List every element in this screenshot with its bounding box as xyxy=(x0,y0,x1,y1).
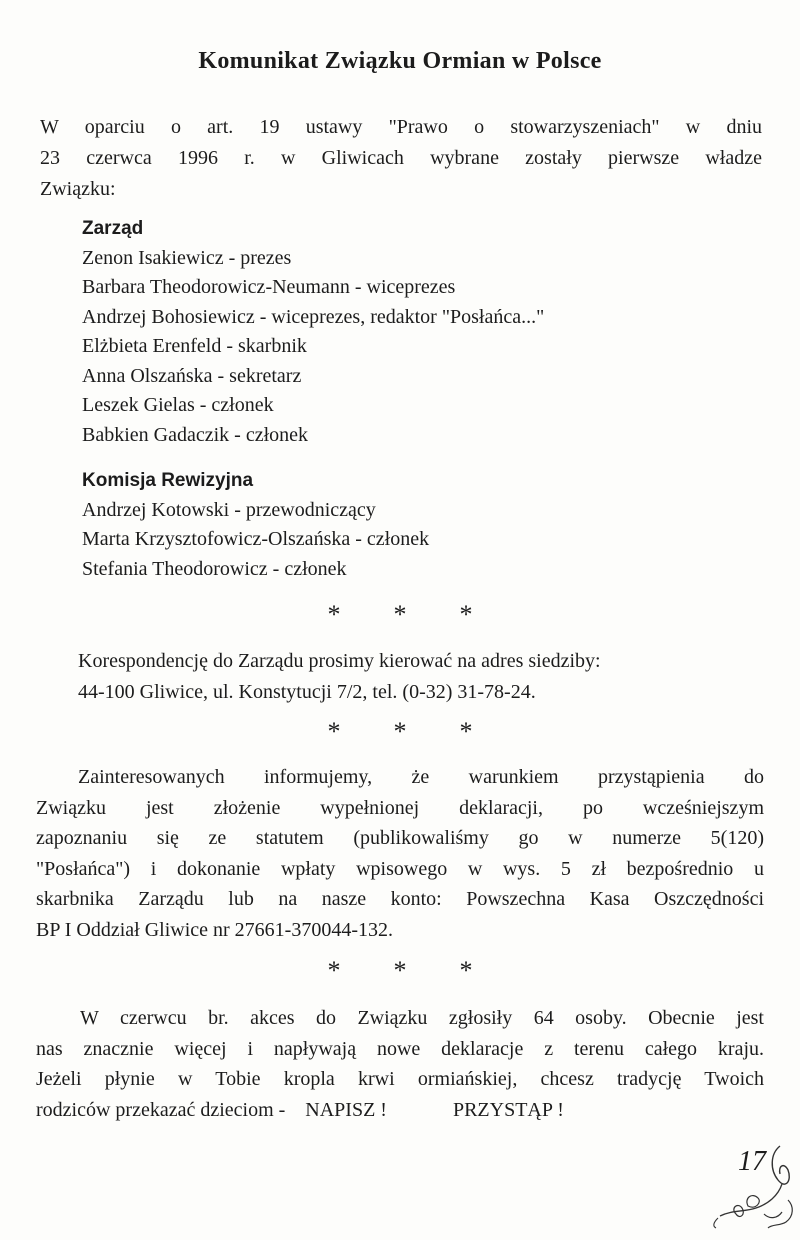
section-separator xyxy=(0,956,800,986)
section-separator xyxy=(0,717,800,747)
zarzad-member: Anna Olszańska - sekretarz xyxy=(82,364,302,387)
korespondencja-line: Korespondencję do Zarządu prosimy kierować na adres siedziby: xyxy=(78,650,601,672)
page-title: Komunikat Związku Ormian w Polsce xyxy=(198,48,602,74)
komisja-member: Andrzej Kotowski - przewodniczący xyxy=(82,498,376,521)
zarzad-member: Elżbieta Erenfeld - skarbnik xyxy=(82,335,307,357)
zarzad-member: Babkien Gadaczik - członek xyxy=(82,423,309,446)
page-number: 17 xyxy=(738,1146,766,1177)
deklaracja-line: zapoznaniu się ze statutem (publikowaliśmy go w numerze 5(120) xyxy=(36,827,764,849)
czerwiec-line: Jeżeli płynie w Tobie kropla krwi ormiańskiej, chcesz tradycję Twoich xyxy=(36,1068,764,1090)
czerwiec-line: W czerwcu br. akces do Związku zgłosiły 64 osoby. Obecnie jest xyxy=(80,1007,764,1029)
separator-star: * xyxy=(459,717,473,746)
komisja-member: Stefania Theodorowicz - członek xyxy=(82,557,347,580)
deklaracja-line: skarbnika Zarządu lub na nasze konto: Powszechna Kasa Oszczędności xyxy=(36,888,764,910)
section-separator xyxy=(0,600,800,630)
czerwiec-line: nas znacznie więcej i napływają nowe deklaracje z terenu całego kraju. xyxy=(36,1037,764,1060)
cta-przystap: PRZYSTĄP ! xyxy=(452,1098,564,1121)
intro-paragraph xyxy=(40,112,762,205)
cta-napisz: NAPISZ ! xyxy=(305,1098,387,1121)
deklaracja-line: Zainteresowanych informujemy, że warunkiem przystąpienia do xyxy=(78,766,764,788)
czerwiec-line-text: rodziców przekazać dzieciom - xyxy=(36,1098,286,1121)
separator-star: * xyxy=(393,956,407,985)
deklaracja-line: "Posłańca") i dokonanie wpłaty wpisowego w wys. 5 zł bezpośrednio u xyxy=(36,857,764,880)
zarzad-member: Leszek Gielas - członek xyxy=(82,394,274,416)
komisja-section xyxy=(82,466,429,584)
separator-star: * xyxy=(393,600,407,629)
zarzad-member: Zenon Isakiewicz - prezes xyxy=(82,246,292,269)
zarzad-member: Barbara Theodorowicz-Neumann - wiceprezes xyxy=(82,276,456,298)
korespondencja-paragraph xyxy=(78,646,768,707)
czerwiec-paragraph xyxy=(36,1003,764,1125)
deklaracja-line: Związku jest złożenie wypełnionej deklaracji, po wcześniejszym xyxy=(36,796,764,819)
deklaracja-line: BP I Oddział Gliwice nr 27661-370044-132. xyxy=(36,918,393,941)
komisja-member: Marta Krzysztofowicz-Olszańska - członek xyxy=(82,528,430,550)
separator-star: * xyxy=(459,600,473,629)
separator-star: * xyxy=(327,717,341,746)
korespondencja-line: 44-100 Gliwice, ul. Konstytucji 7/2, tel. (0-32) 31-78-24. xyxy=(78,680,536,703)
separator-star: * xyxy=(459,956,473,985)
intro-line: W oparciu o art. 19 ustawy "Prawo o stowarzyszeniach" w dniu xyxy=(40,116,762,138)
zarzad-section xyxy=(82,214,544,450)
czerwiec-line xyxy=(36,1095,764,1126)
intro-line: 23 czerwca 1996 r. w Gliwicach wybrane zostały pierwsze władze xyxy=(40,147,762,169)
separator-star: * xyxy=(393,717,407,746)
zarzad-member: Andrzej Bohosiewicz - wiceprezes, redaktor "Posłańca..." xyxy=(82,305,545,328)
separator-star: * xyxy=(327,956,341,985)
intro-line: Związku: xyxy=(40,178,116,200)
separator-star: * xyxy=(327,600,341,629)
deklaracja-paragraph xyxy=(36,762,764,945)
zarzad-heading: Zarząd xyxy=(82,218,144,239)
komisja-heading: Komisja Rewizyjna xyxy=(82,470,254,491)
